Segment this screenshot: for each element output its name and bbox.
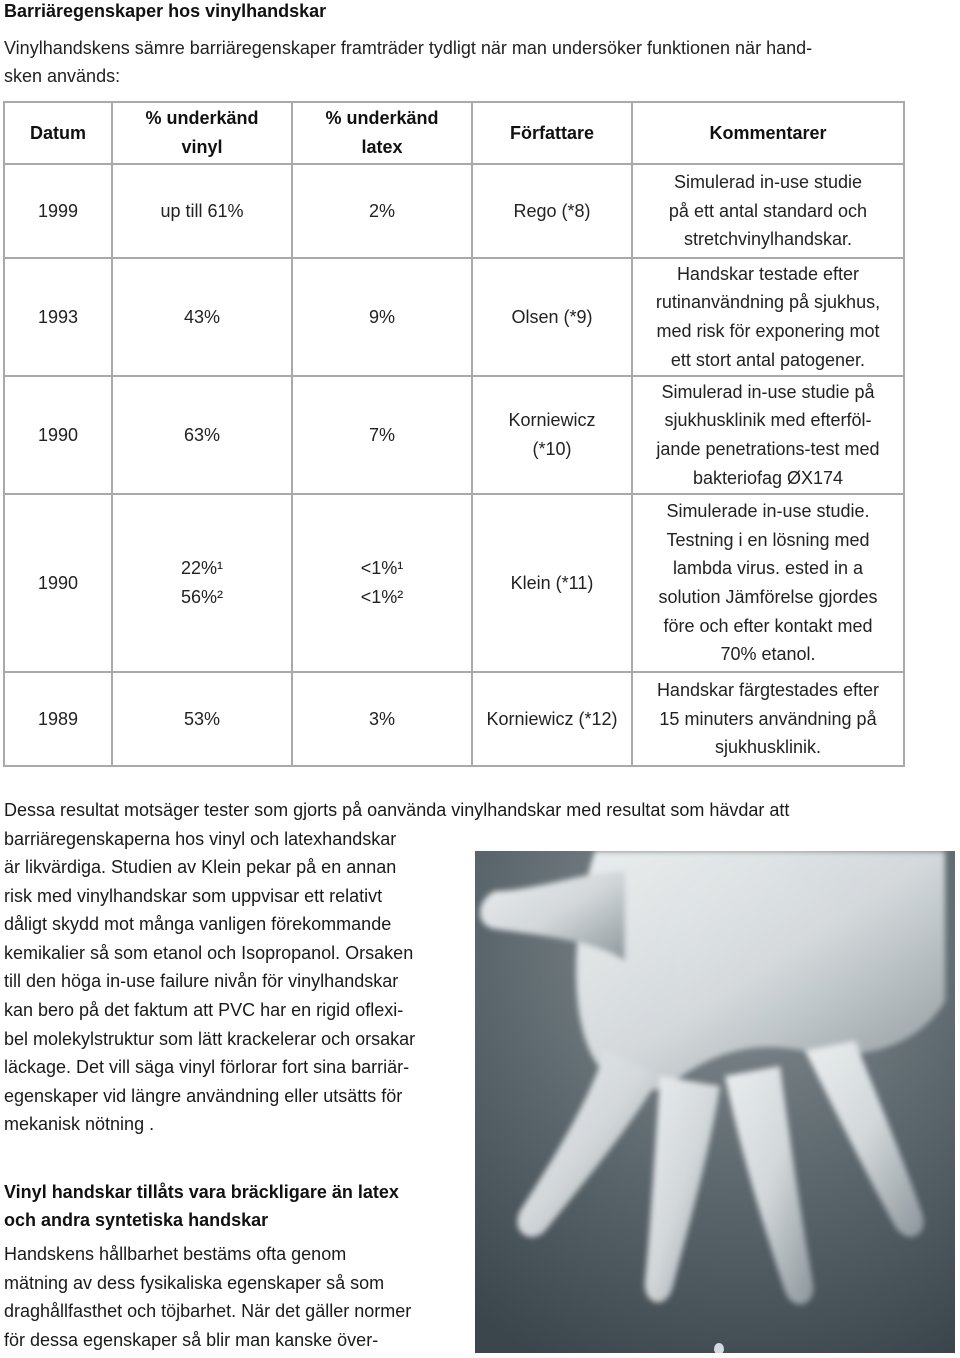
cell-author: Klein (*11) [472, 494, 632, 672]
header-date: Datum [4, 102, 112, 164]
body-line: läckage. Det vill säga vinyl förlorar fort sina barriär- [4, 1057, 410, 1078]
body-line: egenskaper vid längre användning eller utsätts för [4, 1085, 403, 1106]
body-paragraph-lead [4, 796, 944, 853]
table-row [4, 672, 904, 766]
header-author: Författare [472, 102, 632, 164]
table-row [4, 258, 904, 376]
cell-latex: 9% [292, 258, 472, 376]
table-header-row [4, 102, 904, 164]
table-row [4, 494, 904, 672]
header-vinyl: % underkänd vinyl [112, 102, 292, 164]
cell-date: 1993 [4, 258, 112, 376]
section-subheading [4, 1178, 474, 1234]
body-line: är likvärdiga. Studien av Klein pekar på en annan [4, 857, 397, 877]
body-line: Dessa resultat motsäger tester som gjorts på oanvända vinylhandskar med resultat som hävdar att [4, 800, 790, 820]
section-line: för dessa egenskaper så blir man kanske över- [4, 1329, 379, 1350]
cell-comment: Handskar testade efter rutinanvändning på sjukhus, med risk för exponering mot ett stort antal patogener. [632, 258, 904, 376]
glove-photo [475, 851, 955, 1353]
results-table [3, 101, 905, 767]
cell-vinyl: 22%¹ 56%² [112, 494, 292, 672]
cell-comment: Simulerade in-use studie. Testning i en lösning med lambda virus. ested in a solution Jämförelse gjordes före och efter kontakt med 70% etanol. [632, 494, 904, 672]
cell-comment: Handskar färgtestades efter 15 minuters användning på sjukhusklinik. [632, 672, 904, 766]
intro-line: Vinylhandskens sämre barriäregenskaper framträder tydligt när man undersöker funktionen när hand- [4, 38, 813, 58]
cell-latex: 3% [292, 672, 472, 766]
cell-vinyl: 43% [112, 258, 292, 376]
header-comment: Kommentarer [632, 102, 904, 164]
table-row [4, 376, 904, 494]
cell-date: 1989 [4, 672, 112, 766]
cell-vinyl: up till 61% [112, 164, 292, 258]
cell-date: 1999 [4, 164, 112, 258]
page-heading: Barriäregenskaper hos vinylhandskar [4, 1, 327, 21]
glove-photo-image [475, 851, 955, 1353]
body-line: kemikalier så som etanol och Isopropanol. Orsaken [4, 942, 414, 963]
cell-vinyl: 63% [112, 376, 292, 494]
cell-date: 1990 [4, 376, 112, 494]
table-row [4, 164, 904, 258]
section-line: draghållfasthet och töjbarhet. När det gäller normer [4, 1301, 412, 1322]
body-line: mekanisk nötning . [4, 1114, 155, 1135]
cell-vinyl: 53% [112, 672, 292, 766]
body-line: risk med vinylhandskar som uppvisar ett relativt [4, 885, 383, 906]
cell-author: Rego (*8) [472, 164, 632, 258]
section-line: Handskens hållbarhet bestäms ofta genom [4, 1244, 347, 1264]
intro-paragraph [4, 34, 904, 90]
cell-author: Olsen (*9) [472, 258, 632, 376]
body-line: barriäregenskaperna hos vinyl och latexhandskar [4, 828, 397, 849]
intro-line: sken används: [4, 66, 121, 86]
header-latex: % underkänd latex [292, 102, 472, 164]
cell-latex: 2% [292, 164, 472, 258]
body-paragraph-wrapped [4, 853, 469, 1139]
cell-date: 1990 [4, 494, 112, 672]
cell-author: Korniewicz (*12) [472, 672, 632, 766]
body-line: bel molekylstruktur som lätt krackelerar och orsakar [4, 1028, 416, 1049]
body-line: dåligt skydd mot många vanligen förekommande [4, 914, 392, 935]
body-line: kan bero på det faktum att PVC har en rigid oflexi- [4, 999, 404, 1020]
subheading-line: och andra syntetiska handskar [4, 1210, 269, 1230]
body-line: till den höga in-use failure nivån för vinylhandskar [4, 971, 399, 992]
cell-latex: 7% [292, 376, 472, 494]
cell-comment: Simulerad in-use studie på sjukhusklinik med efterföl- jande penetrations-test med bakteriofag ØX174 [632, 376, 904, 494]
cell-latex: <1%¹ <1%² [292, 494, 472, 672]
cell-comment: Simulerad in-use studie på ett antal standard och stretchvinylhandskar. [632, 164, 904, 258]
subheading-line: Vinyl handskar tillåts vara bräckligare än latex [4, 1182, 399, 1202]
section-paragraph [4, 1240, 474, 1354]
cell-author: Korniewicz (*10) [472, 376, 632, 494]
section-line: mätning av dess fysikaliska egenskaper så som [4, 1272, 385, 1293]
